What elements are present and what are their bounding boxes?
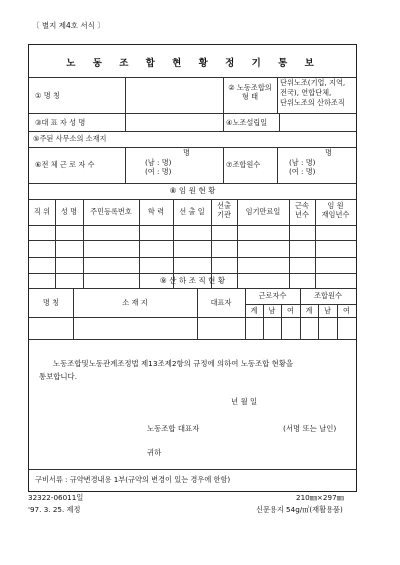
org-type-option-1: 단위노조(기업, 지역,: [280, 78, 346, 87]
divider: [29, 131, 356, 132]
col-position: 직 위: [33, 207, 51, 216]
org-type-option-2: 전국), 연합단체,: [280, 88, 332, 97]
divider: [29, 225, 356, 226]
form-number-label: 〔 별지 제4호 서식 〕: [32, 21, 105, 30]
divider: [29, 273, 356, 274]
statement-line-2: 통보합니다.: [39, 372, 78, 381]
col-education: 학 력: [147, 207, 165, 216]
divider: [277, 77, 278, 113]
divider: [29, 257, 356, 258]
divider: [29, 183, 356, 184]
col-sub-name: 명 칭: [42, 298, 60, 307]
workers-unit: 명: [183, 148, 190, 157]
address-label: ⑤주된 사무소의 소재지: [33, 134, 107, 143]
divider: [29, 469, 356, 470]
required-documents: 구비서류 : 규약변경내용 1부(규약의 변경이 있는 경우에 한함): [35, 475, 231, 484]
col-years-2: 년수: [295, 210, 309, 219]
org-type-option-3: 단위노조의 산하조직: [280, 98, 345, 107]
founding-date-label: ④노조설립일: [226, 118, 268, 127]
divider: [279, 113, 280, 131]
divider: [73, 288, 74, 339]
col-sub-location: 소 재 지: [122, 298, 148, 307]
name-field[interactable]: [127, 79, 221, 111]
divider: [29, 113, 356, 114]
paper-type: 신문용지 54g/㎡(재활용품): [256, 505, 343, 514]
col-workers-total: 계: [250, 306, 258, 315]
members-male[interactable]: (남 : 명): [289, 158, 316, 167]
divider: [29, 199, 356, 200]
col-members-female: 여: [343, 306, 350, 315]
col-sub-workers: 근로자수: [258, 291, 287, 300]
members-female[interactable]: (여 : 명): [289, 167, 316, 176]
col-workers-female: 여: [287, 306, 294, 315]
col-term-end: 임기만료일: [245, 207, 281, 216]
col-sub-representative: 대표자: [210, 298, 232, 307]
date-line[interactable]: 년 월 일: [231, 397, 258, 406]
divider: [197, 288, 198, 339]
form-container: [28, 44, 357, 492]
divider: [223, 147, 224, 183]
col-members-total: 계: [305, 306, 313, 315]
members-label: ⑦조합원수: [226, 160, 261, 169]
enacted-date: '97. 3. 25. 제정: [28, 505, 81, 514]
divider: [277, 147, 278, 183]
paper-size: 210㎜×297㎜: [296, 493, 344, 502]
col-members-male: 남: [324, 306, 331, 315]
org-type-label-2: 형 태: [241, 92, 259, 101]
col-reelect-2: 재임년수: [321, 210, 350, 219]
divider: [29, 147, 356, 148]
statement-line-1: 노동조합및노동관계조정법 제13조제2항의 규정에 의하여 노동조합 현황을: [53, 359, 294, 368]
address-field[interactable]: [125, 133, 355, 146]
name-label: ① 명 칭: [35, 91, 60, 100]
col-reelect-1: 임 원: [327, 201, 344, 210]
workers-female[interactable]: (여 : 명): [145, 167, 172, 176]
officers-section-title: ⑧ 임 원 현 황: [169, 186, 216, 195]
col-elect-body-1: 선출: [217, 201, 231, 210]
subsidiaries-section-title: ⑨ 산 하 조 직 현 황: [159, 276, 226, 285]
founding-date-field[interactable]: [281, 115, 354, 129]
col-years-1: 근속: [295, 201, 309, 210]
col-election-date: 선 출 일: [179, 207, 205, 216]
total-workers-label: ⑥전 체 근 로 자 수: [35, 160, 95, 169]
divider: [125, 147, 126, 183]
form-title: 노 동 조 합 현 황 정 기 통 보: [66, 58, 321, 69]
divider: [29, 288, 356, 289]
divider: [29, 240, 356, 241]
signer-label: 노동조합 대표자: [147, 424, 200, 433]
divider: [29, 339, 356, 340]
workers-male[interactable]: (남 : 명): [145, 158, 172, 167]
members-unit: 명: [325, 148, 332, 157]
col-name: 성 명: [60, 207, 78, 216]
signature-note[interactable]: (서명 또는 날인): [283, 424, 337, 433]
addressee-label: 귀하: [147, 448, 162, 457]
col-sub-members: 조합원수: [314, 291, 342, 300]
col-workers-male: 남: [268, 306, 276, 315]
divider: [29, 317, 356, 318]
representative-field[interactable]: [127, 115, 221, 129]
col-elect-body-2: 기관: [217, 210, 231, 219]
representative-label: ③대 표 자 성 명: [35, 118, 86, 127]
col-id-number: 주민등록번호: [90, 207, 132, 216]
form-code: 32322-06011일: [28, 493, 84, 502]
org-type-label-1: ② 노동조합의: [228, 83, 272, 92]
divider: [125, 77, 126, 131]
